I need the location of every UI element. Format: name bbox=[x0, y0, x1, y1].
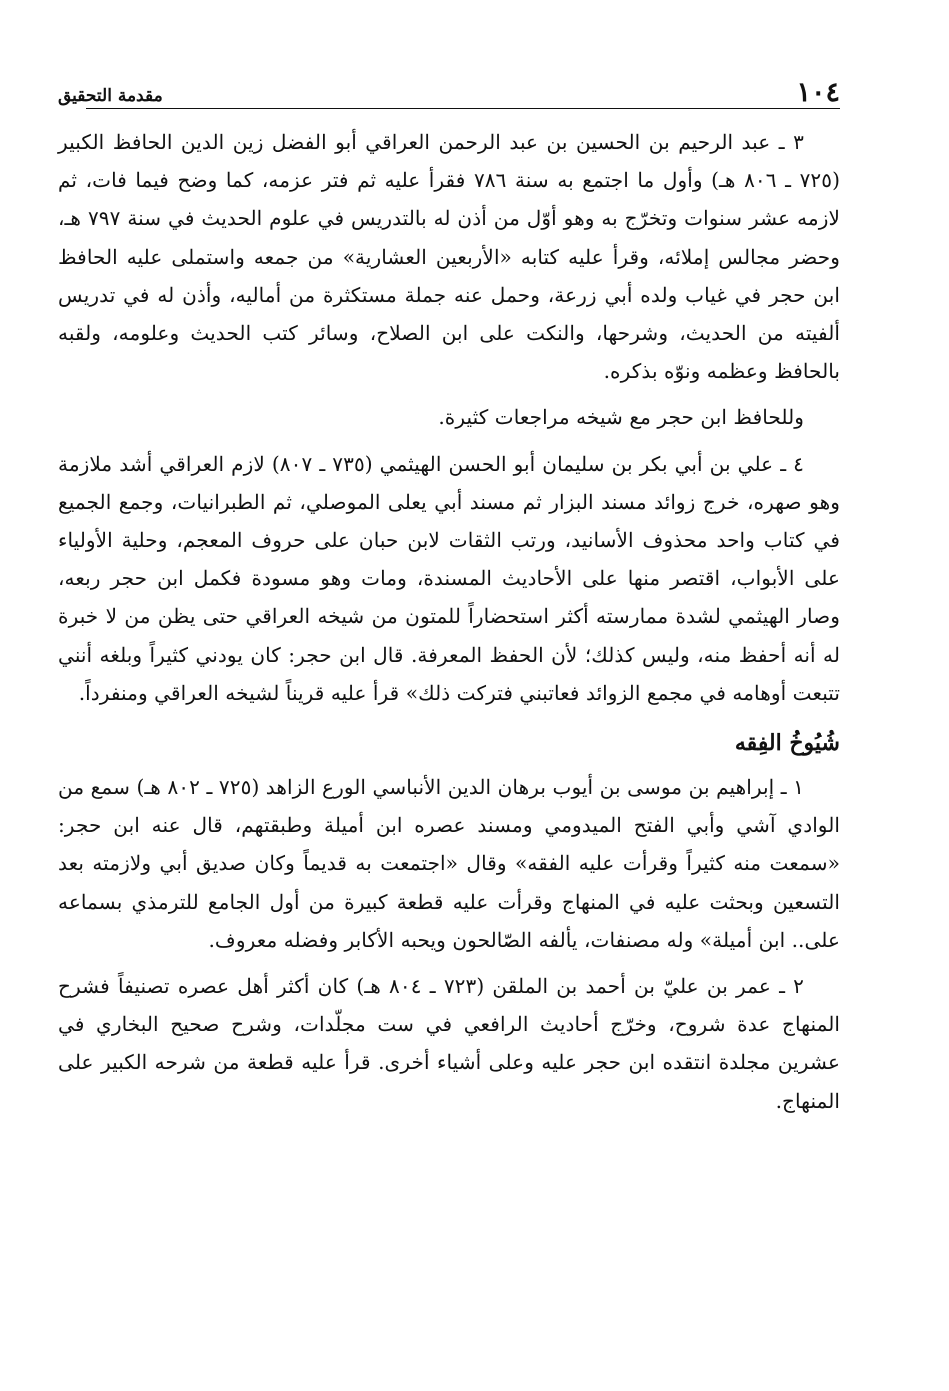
paragraph-murajaat: وللحافظ ابن حجر مع شيخه مراجعات كثيرة. bbox=[438, 405, 804, 430]
paragraph-abnasi: ١ ـ إبراهيم بن موسى بن أيوب برهان الدين الأنباسي الورع الزاهد (٧٢٥ ـ ٨٠٢ هـ) سمع من الوادي آشي وأبي الفتح الميدومي ومسند عصره ابن أميلة وطبقتهم، قال عنه ابن حجر: «سمعت منه كثيراً وقرأت عليه الفقه» وقال «اجتمعت به قديماً وكان صديق أبي ولازمته بعد التسعين وبحثت عليه في المنهاج وقرأت عليه قطعة كبيرة من أول الجامع للترمذي بسماعه على.. ابن أميلة» وله مصنفات، يألفه الصّالحون ويحبه الأكابر وفضله معروف. bbox=[58, 775, 840, 952]
paragraph-haythami: ٤ ـ علي بن أبي بكر بن سليمان أبو الحسن الهيثمي (٧٣٥ ـ ٨٠٧) لازم العراقي أشد ملازمة وهو صهره، خرج زوائد مسند البزار ثم مسند أبي يعلى الموصلي، ثم الطبرانيات، وجمع الجميع في كتاب واحد محذوف الأسانيد، ورتب الثقات لابن حبان على حروف المعجم، وحلية الأولياء على الأبواب، اقتصر منها على الأحاديث المسندة، ومات وهو مسودة فكمل ابن حجر ربعه، وصار الهيثمي لشدة ممارسته أكثر استحضاراً للمتون من شيخه العراقي حتى يظن من لا خبرة له أنه أحفظ منه، وليس كذلك؛ لأن الحفظ المعرفة. قال ابن حجر: كان يودني كثيراً وبلغه أنني تتبعت أوهامه في مجمع الزوائد فعاتبني فتركت ذلك» قرأ عليه قريناً لشيخه العراقي ومنفرداً. bbox=[58, 451, 840, 705]
page-body bbox=[58, 123, 840, 1120]
section-heading-fiqh-shuyukh: شُيُوخُ الفِقه bbox=[734, 730, 840, 757]
paragraph-ibn-mulaqqin: ٢ ـ عمر بن عليّ بن أحمد بن الملقن (٧٢٣ ـ ٨٠٤ هـ) كان أكثر أهل عصره تصنيفاً فشرح المنهاج عدة شروح، وخرّج أحاديث الرافعي في ست مجلّدات، وشرح صحيح البخاري في عشرين مجلدة انتقده ابن حجر عليه وعلى أشياء أخرى. قرأ عليه قطعة من شرحه الكبير على المنهاج. bbox=[58, 974, 840, 1113]
page-number: ١٠٤ bbox=[796, 77, 840, 108]
running-head bbox=[58, 68, 840, 109]
paragraph-iraqi: ٣ ـ عبد الرحيم بن الحسين بن عبد الرحمن العراقي أبو الفضل زين الدين الحافظ الكبير (٧٢٥ ـ ٨٠٦ هـ) وأول ما اجتمع به سنة ٧٨٦ فقرأ عليه ثم فتر عزمه، كما وضح فيما فات، ثم لازمه عشر سنوات وتخرّج به وهو أوّل من أذن له بالتدريس في علوم الحديث في سنة ٧٩٧ هـ، وحضر مجالس إملائه، وقرأ عليه كتابه «الأربعين العشارية» من جمعه واستملى عليه الحافظ ابن حجر في غياب ولده أبي زرعة، وحمل عنه جملة مستكثرة من أماليه، وأذن له في تدريس ألفيته من الحديث، وشرحها، والنكت على ابن الصلاح، وسائر كتب الحديث وعلومه، ولقبه بالحافظ وعظمه ونوّه بذكره. bbox=[58, 130, 840, 384]
book-page bbox=[58, 68, 840, 1120]
header-title: مقدمة التحقيق bbox=[58, 86, 173, 108]
